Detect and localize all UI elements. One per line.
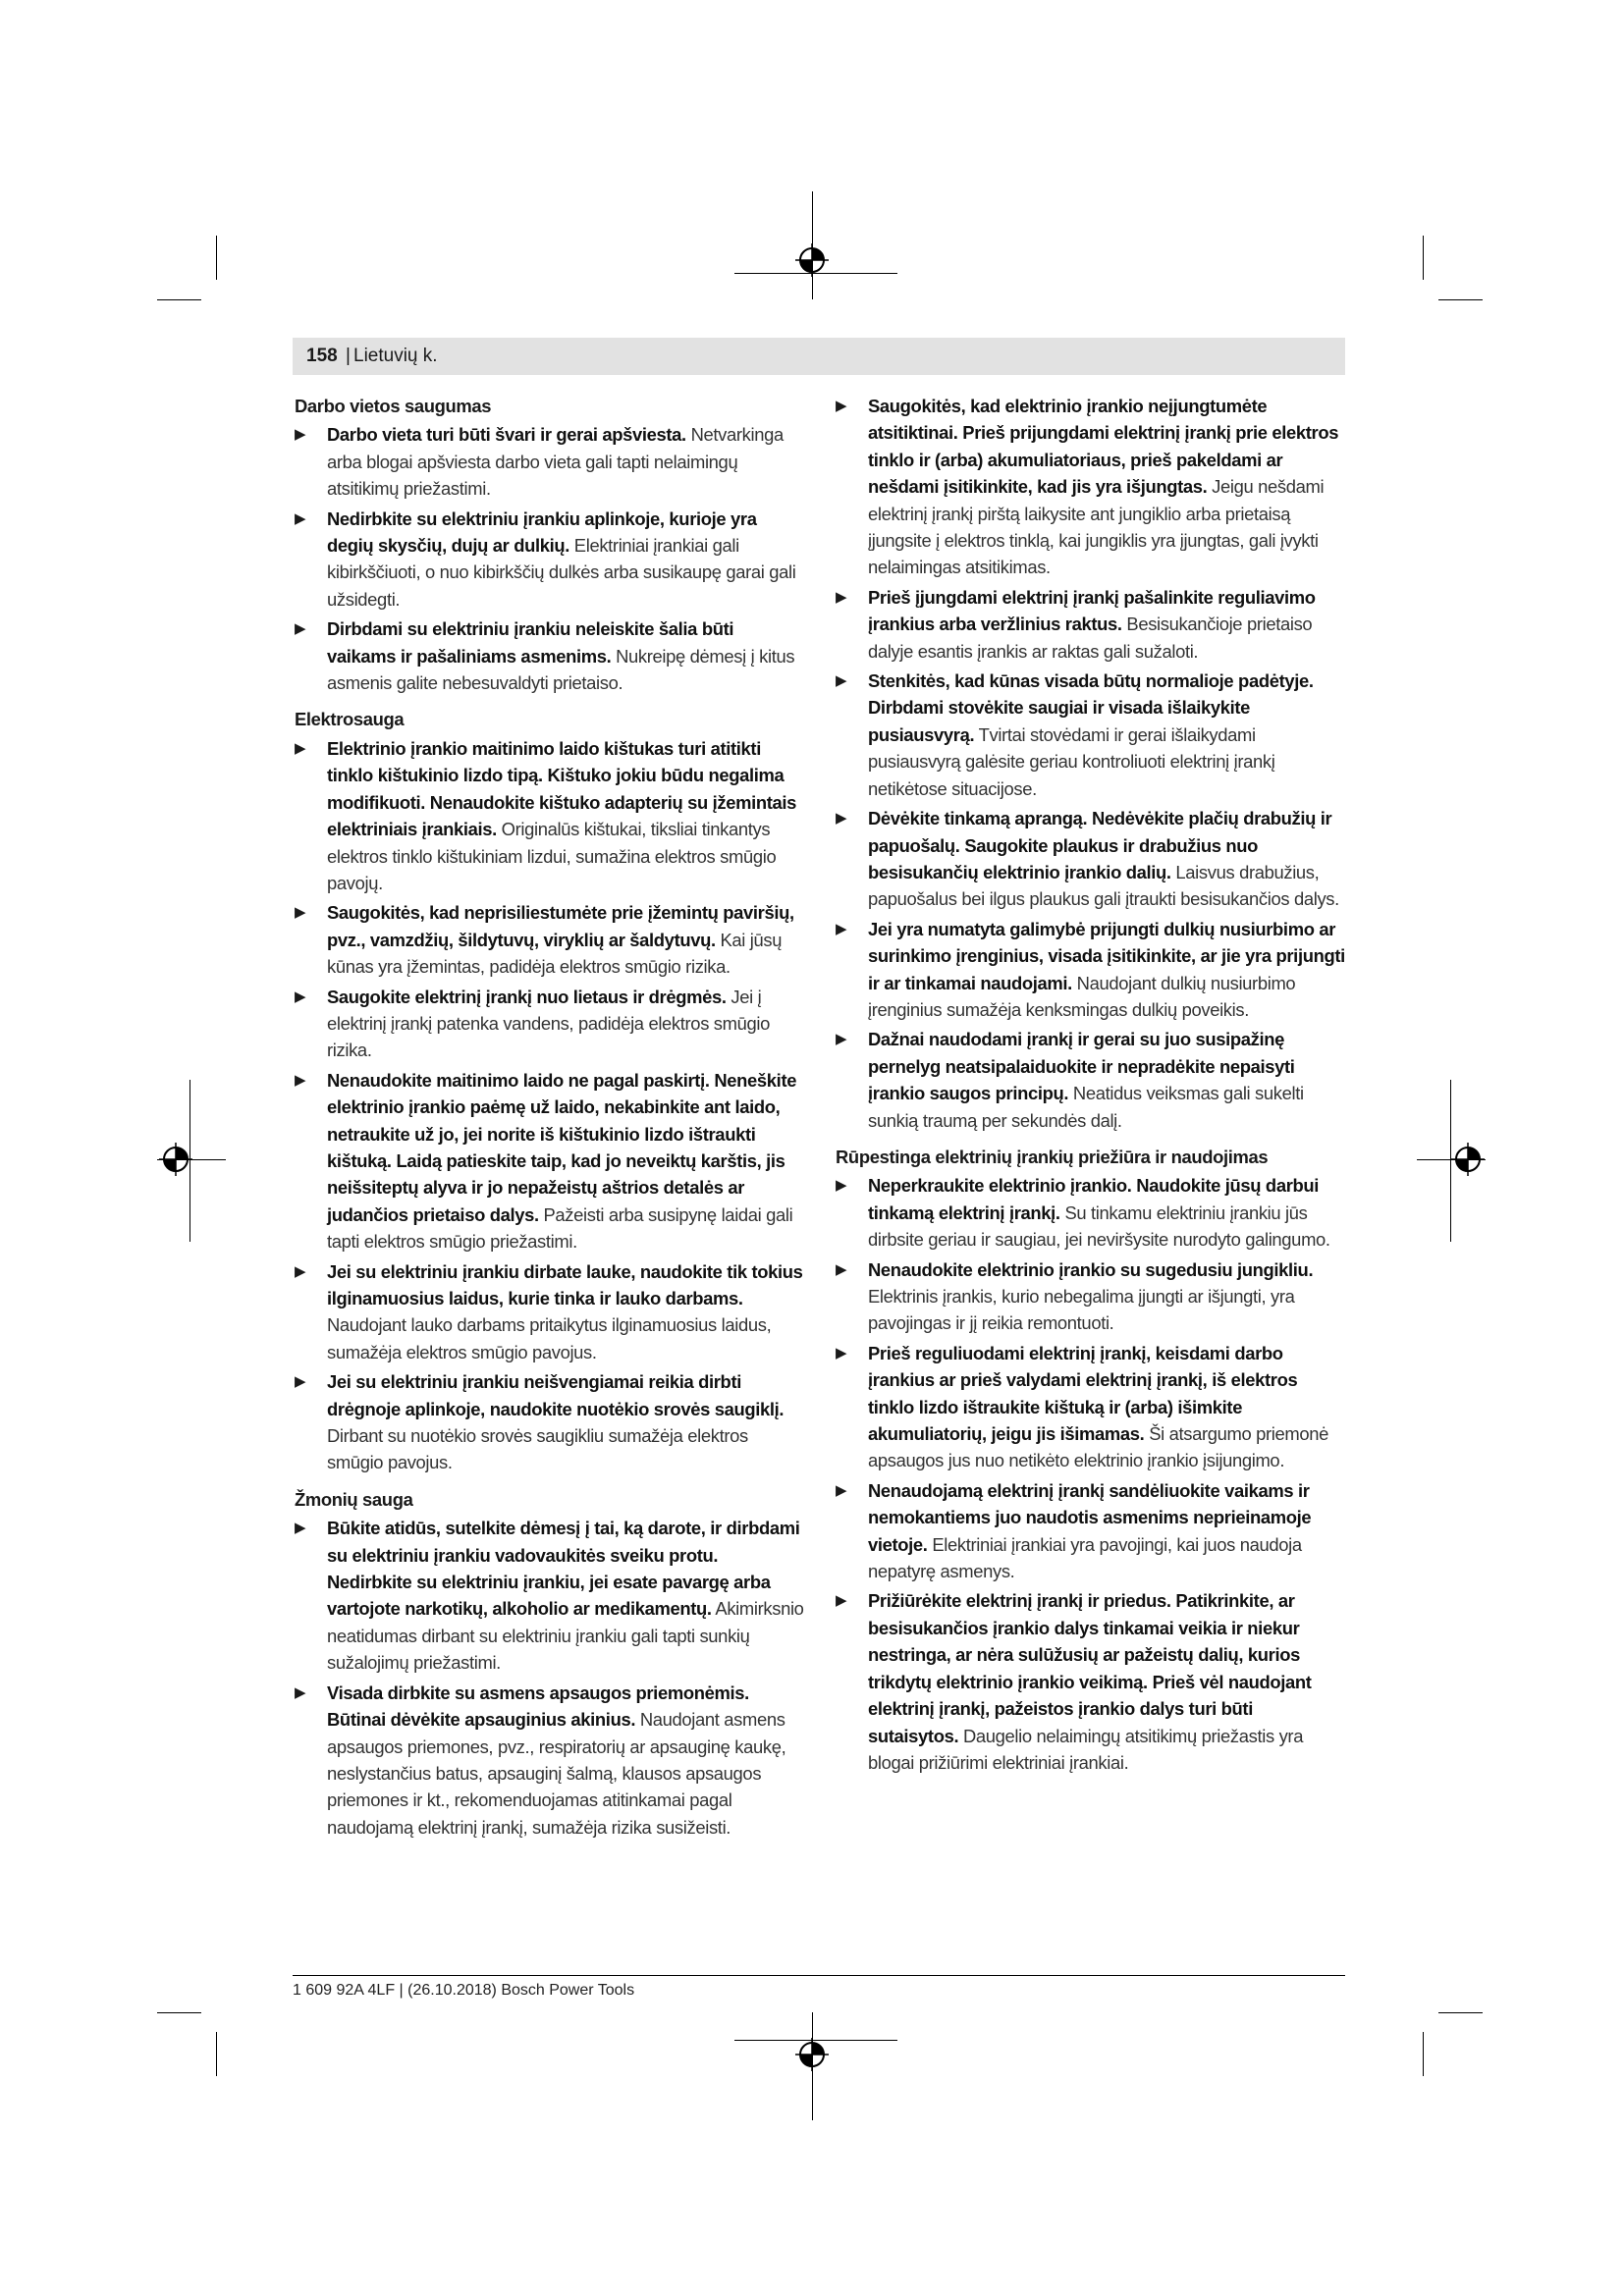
- triangle-right-icon: ▶: [295, 739, 306, 757]
- safety-item-bold: Neperkraukite elektrinio įrankio. Naudokite jūsų darbui tinkamą elektrinį įrankį.: [868, 1175, 1320, 1223]
- safety-item-bold: Nenaudokite maitinimo laido ne pagal paskirtį. Neneškite elektrinio įrankio paėmę už laido, nekabinkite ant laido, netraukite už jo, jei norite iš kištukinio lizdo ištraukti kištuką. Laidą patieskite taip, kad jo neveiktų karštis, jis neišsiteptų alyva ir jo nepažeistų aštrios detalės ar judančios prietaiso dalys.: [327, 1069, 797, 1225]
- section-heading: Rūpestinga elektrinių įrankių priežiūra ir naudojimas: [836, 1146, 1269, 1167]
- crop-mark: [1423, 2032, 1424, 2076]
- crop-mark: [1423, 236, 1424, 280]
- safety-item: [295, 506, 805, 614]
- safety-item: [836, 1340, 1346, 1474]
- safety-item-bold: Būkite atidūs, sutelkite dėmesį į tai, ką darote, ir dirbdami su elektriniu įrankiu vadovaukitės sveiku protu. Nedirbkite su elektriniu įrankiu, jei esate pavargę arba vartojote narkotikų, alkoholio ar medikamentų.: [327, 1518, 800, 1620]
- safety-item-text: Su tinkamu elektriniu įrankiu jūs dirbsite geriau ir saugiau, jei neviršysite nurodyto galingumo.: [868, 1201, 1330, 1251]
- crop-mark: [1438, 2012, 1483, 2013]
- safety-item: [295, 899, 805, 980]
- safety-item-text: Netvarkinga arba blogai apšviesta darbo vieta gali tapti nelaimingų atsitikimų priežastimi.: [327, 424, 784, 500]
- safety-item-text: Nukreipę dėmesį į kitus asmenis galite nebesuvaldyti prietaiso.: [327, 645, 795, 694]
- safety-item-bold: Dėvėkite tinkamą aprangą. Nedėvėkite plačių drabužių ir papuošalų. Saugokite plaukus ir drabužius nuo besisukančių elektrinio įrankio dalių.: [868, 808, 1332, 882]
- safety-item-bold: Saugokitės, kad neprisiliestumėte prie įžemintų paviršių, pvz., vamzdžių, šildytuvų, viryklių ar šaldytuvų.: [327, 902, 794, 950]
- page-header: [293, 338, 1345, 375]
- safety-item-text: Neatidus veiksmas gali sukelti sunkią traumą per sekundės dalį.: [868, 1083, 1304, 1131]
- triangle-right-icon: ▶: [295, 1520, 306, 1537]
- safety-item-bold: Prieš įjungdami elektrinį įrankį pašalinkite reguliavimo įrankius arba veržlinius raktus.: [868, 586, 1316, 635]
- page-number: 158: [306, 346, 338, 366]
- safety-item-text: Naudojant asmens apsaugos priemones, pvz., respiratorių ar apsauginę kaukę, neslystančius batus, apsauginį šalmą, klausos apsaugos priemones ir kt., rekomenduojamas atitinkamai pagal naudojamą elektrinį įrankį, sumažėja rizika susižeisti.: [327, 1709, 786, 1838]
- crosshair-registration-icon: [795, 2038, 829, 2071]
- safety-item-bold: Nedirbkite su elektriniu įrankiu aplinkoje, kurioje yra degių skysčių, dujų ar dulkių.: [327, 507, 757, 557]
- safety-item-text: Naudojant lauko darbams pritaikytus ilginamuosius laidus, sumažėja elektros smūgio pavojus.: [327, 1314, 772, 1362]
- crop-mark: [216, 236, 217, 280]
- safety-item-text: Tvirtai stovėdami ir gerai išlaikydami pusiausvyrą galėsite geriau kontroliuoti elektrinį įrankį netikėtose situacijose.: [868, 723, 1275, 799]
- triangle-right-icon: ▶: [295, 1071, 306, 1089]
- triangle-right-icon: ▶: [295, 426, 306, 444]
- triangle-right-icon: ▶: [836, 1344, 847, 1362]
- triangle-right-icon: ▶: [295, 988, 306, 1005]
- safety-item: [836, 1256, 1346, 1337]
- section-heading: Darbo vietos saugumas: [295, 396, 492, 416]
- safety-item-bold: Stenkitės, kad kūnas visada būtų normalioje padėtyje. Dirbdami stovėkite saugiai ir visada išlaikykite pusiausvyrą.: [868, 670, 1314, 745]
- safety-item-text: Pažeisti arba susipynę laidai gali tapti elektros smūgio priežastimi.: [327, 1203, 793, 1253]
- safety-item-text: Akimirksnio neatidumas dirbant su elektriniu įrankiu gali tapti sunkių sužalojimų priežastimi.: [327, 1598, 804, 1674]
- triangle-right-icon: ▶: [836, 920, 847, 937]
- safety-item: [836, 1172, 1346, 1253]
- triangle-right-icon: ▶: [836, 1177, 847, 1195]
- safety-item: [295, 1067, 805, 1255]
- safety-item-text: Kai jūsų kūnas yra įžemintas, padidėja elektros smūgio rizika.: [327, 929, 783, 978]
- safety-item: [836, 1026, 1346, 1134]
- section-heading: Žmonių sauga: [295, 1488, 413, 1510]
- safety-item-bold: Saugokite elektrinį įrankį nuo lietaus ir drėgmės.: [327, 986, 727, 1007]
- safety-item-text: Naudojant dulkių nusiurbimo įrenginius sumažėja kenksmingas dulkių poveikis.: [868, 972, 1296, 1020]
- safety-item-text: Originalūs kištukai, tiksliai tinkantys elektros tinklo kištukiniam lizdui, sumažina elektros smūgio pavojų.: [327, 819, 777, 893]
- triangle-right-icon: ▶: [836, 1031, 847, 1048]
- safety-item-bold: Jei yra numatyta galimybė prijungti dulkių nusiurbimo ar surinkimo įrenginius, visada įsitikinkite, ar jie yra prijungti ir ar tinkamai naudojami.: [868, 918, 1345, 993]
- safety-item-bold: Jei su elektriniu įrankiu dirbate lauke, naudokite tik tokius ilginamuosius laidus, kurie tinka ir lauko darbams.: [327, 1260, 803, 1308]
- safety-item-bold: Nenaudojamą elektrinį įrankį sandėliuokite vaikams ir nemokantiems juo naudotis asmenims neprieinamoje vietoje.: [868, 1479, 1312, 1555]
- triangle-right-icon: ▶: [295, 620, 306, 638]
- safety-item: [836, 1587, 1346, 1776]
- safety-item-text: Ši atsargumo priemonė apsaugos jus nuo netikėto elektrinio įrankio įsijungimo.: [868, 1423, 1328, 1471]
- safety-item-bold: Nenaudokite elektrinio įrankio su sugedusiu jungikliu.: [868, 1258, 1314, 1280]
- safety-item: [295, 615, 805, 696]
- triangle-right-icon: ▶: [295, 1262, 306, 1280]
- safety-item-bold: Prieš reguliuodami elektrinį įrankį, keisdami darbo įrankius ar prieš valydami elektrinį įrankį, iš elektros tinklo lizdo ištraukite kištuką ir (arba) išimkite akumuliatorių, jeigu jis išimamas.: [868, 1342, 1298, 1445]
- safety-item-text: Besisukančioje prietaiso dalyje esantis įrankis ar raktas gali sužaloti.: [868, 614, 1313, 662]
- safety-item: [295, 735, 805, 896]
- triangle-right-icon: ▶: [295, 1683, 306, 1701]
- triangle-right-icon: ▶: [295, 904, 306, 922]
- crosshair-registration-icon: [1451, 1143, 1485, 1176]
- triangle-right-icon: ▶: [295, 509, 306, 527]
- safety-item: [295, 1515, 805, 1676]
- safety-item: [836, 916, 1346, 1024]
- safety-item-text: Elektriniai įrankiai gali kibirkščiuoti, o nuo kibirkščių dulkės arba susikaupę garai gali užsidegti.: [327, 535, 796, 610]
- safety-item-bold: Visada dirbkite su asmens apsaugos priemonėmis. Būtinai dėvėkite apsauginius akinius.: [327, 1682, 749, 1731]
- safety-item: [836, 584, 1346, 665]
- triangle-right-icon: ▶: [836, 1481, 847, 1499]
- crop-mark: [216, 2032, 217, 2076]
- header-separator: |: [346, 346, 351, 366]
- header-language: Lietuvių k.: [353, 346, 438, 366]
- safety-item: [836, 1477, 1346, 1585]
- safety-item: [295, 421, 805, 502]
- safety-item-bold: Dažnai naudodami įrankį ir gerai su juo susipažinę pernelyg neatsipalaiduokite ir nepradėkite nepaisyti įrankio saugos principų.: [868, 1029, 1295, 1104]
- safety-item: [295, 1680, 805, 1841]
- safety-item: [836, 393, 1346, 581]
- safety-item: [295, 1368, 805, 1476]
- safety-item-text: Jeigu nešdami elektrinį įrankį pirštą laikysite ant jungiklio arba prietaisą įjungsite į elektros tinklą, kai jungiklis yra įjungtas, gali įvykti nelaimingas atsitikimas.: [868, 476, 1325, 578]
- triangle-right-icon: ▶: [295, 1373, 306, 1391]
- safety-item-text: Daugelio nelaimingų atsitikimų priežastis yra blogai prižiūrimi elektriniai įrankiai.: [868, 1725, 1304, 1773]
- crop-mark: [157, 299, 201, 300]
- crosshair-registration-icon: [795, 243, 829, 277]
- triangle-right-icon: ▶: [836, 1592, 847, 1610]
- safety-item-text: Laisvus drabužius, papuošalus bei ilgus plaukus gali įtraukti besisukančios dalys.: [868, 861, 1339, 910]
- right-column: [836, 393, 1346, 1779]
- footer-rule: [293, 1975, 1345, 1976]
- safety-item-bold: Elektrinio įrankio maitinimo laido kištukas turi atitikti tinklo kištukinio lizdo tipą. Kištuko jokiu būdu negalima modifikuoti. Nenaudokite kištuko adapterių su įžemintais elektriniais įrankiais.: [327, 737, 797, 840]
- crop-mark: [1438, 299, 1483, 300]
- safety-item-text: Elektriniai įrankiai yra pavojingi, kai juos naudoja nepatyrę asmenys.: [868, 1533, 1302, 1582]
- crosshair-registration-icon: [159, 1143, 192, 1176]
- safety-item-bold: Dirbdami su elektriniu įrankiu neleiskite šalia būti vaikams ir pašaliniams asmenims.: [327, 618, 734, 667]
- safety-item-text: Elektrinis įrankis, kurio nebegalima įjungti ar išjungti, yra pavojingas ir jį reikia remontuoti.: [868, 1286, 1295, 1334]
- triangle-right-icon: ▶: [836, 398, 847, 414]
- safety-item-bold: Darbo vieta turi būti švari ir gerai apšviesta.: [327, 424, 686, 446]
- triangle-right-icon: ▶: [836, 1260, 847, 1278]
- crop-mark: [157, 2012, 201, 2013]
- safety-item-text: Dirbant su nuotėkio srovės saugikliu sumažėja elektros smūgio pavojus.: [327, 1425, 748, 1473]
- left-column: [295, 393, 805, 1843]
- safety-item: [836, 805, 1346, 913]
- safety-item: [295, 1258, 805, 1366]
- safety-item-text: Jei į elektrinį įrankį patenka vandens, padidėja elektros smūgio rizika.: [327, 986, 770, 1061]
- safety-item-bold: Prižiūrėkite elektrinį įrankį ir priedus. Patikrinkite, ar besisukančios įrankio dalys tinkamai veikia ir niekur nestringa, ar nėra sulūžusių ar pažeistų dalių, kurios trikdytų elektrinio įrankio veikimą. Prieš vėl naudojant elektrinį įrankį, pažeistos įrankio dalys turi būti sutaisytos.: [868, 1590, 1312, 1746]
- safety-item-bold: Saugokitės, kad elektrinio įrankio neįjungtumėte atsitiktinai. Prieš prijungdami elektrinį įrankį prie elektros tinklo ir (arba) akumuliatoriaus, prieš pakeldami ar nešdami įsitikinkite, kad jis yra išjungtas.: [868, 396, 1339, 498]
- triangle-right-icon: ▶: [836, 810, 847, 828]
- safety-item: [836, 667, 1346, 802]
- triangle-right-icon: ▶: [836, 672, 847, 690]
- safety-item-bold: Jei su elektriniu įrankiu neišvengiamai reikia dirbti drėgnoje aplinkoje, naudokite nuotėkio srovės saugiklį.: [327, 1371, 785, 1419]
- footer-text: 1 609 92A 4LF | (26.10.2018) Bosch Power Tools: [293, 1982, 635, 1999]
- triangle-right-icon: ▶: [836, 588, 847, 606]
- safety-item: [295, 984, 805, 1064]
- section-heading: Elektrosauga: [295, 709, 405, 730]
